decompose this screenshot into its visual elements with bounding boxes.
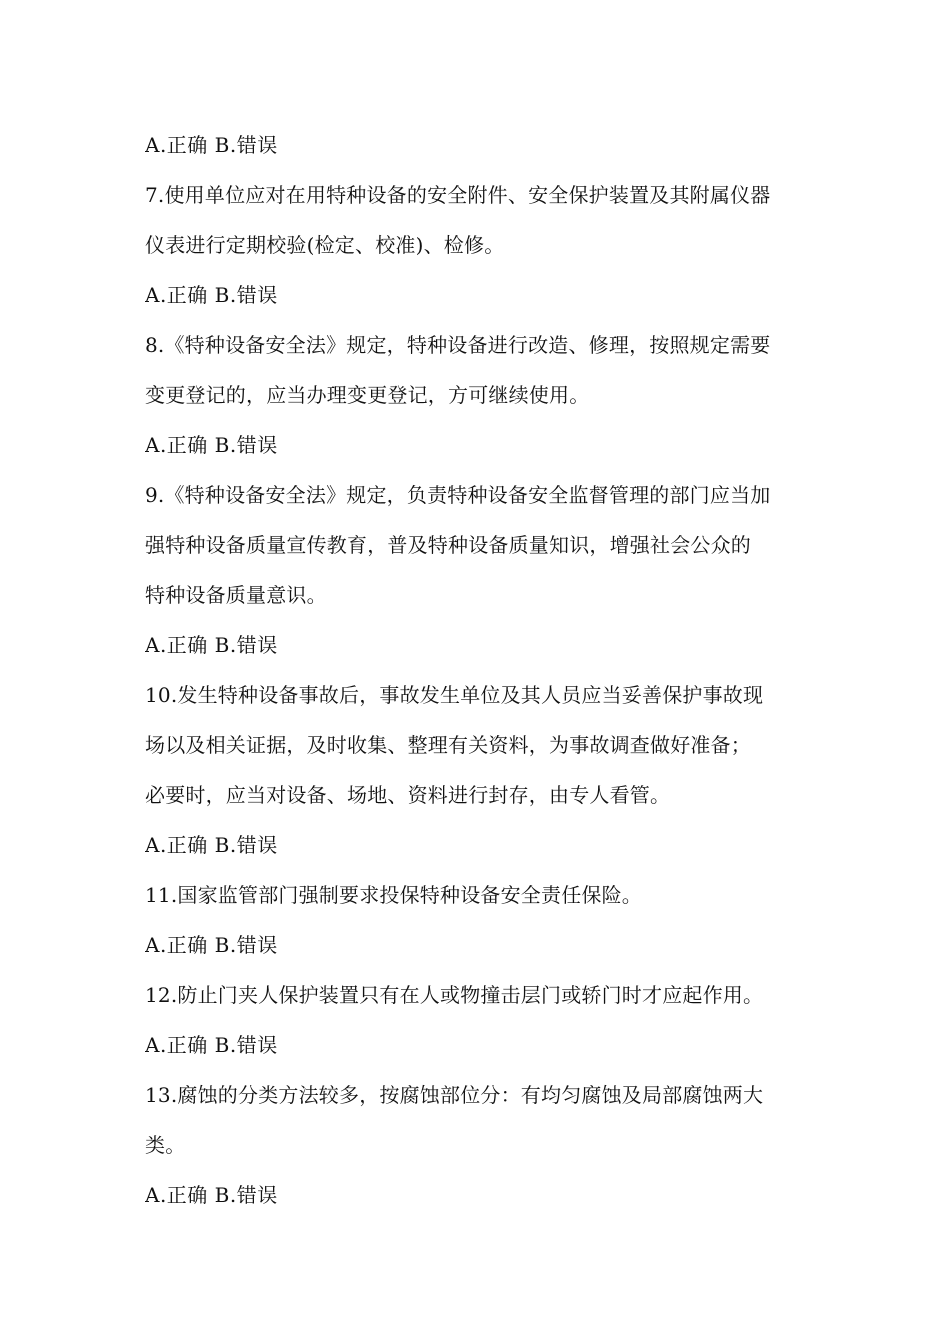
answer-options-line: A.正确 B.错误 xyxy=(145,933,278,957)
question-text-line: 特种设备质量意识。 xyxy=(145,583,327,607)
answer-options-line: A.正确 B.错误 xyxy=(145,633,278,657)
question-text-line: 必要时，应当对设备、场地、资料进行封存，由专人看管。 xyxy=(145,783,671,807)
question-text-line: 强特种设备质量宣传教育，普及特种设备质量知识，增强社会公众的 xyxy=(145,533,751,557)
question-text-line: 12.防止门夹人保护装置只有在人或物撞击层门或轿门时才应起作用。 xyxy=(145,983,764,1007)
question-text-line: 13.腐蚀的分类方法较多，按腐蚀部位分：有均匀腐蚀及局部腐蚀两大 xyxy=(145,1083,764,1107)
answer-options-line: A.正确 B.错误 xyxy=(145,833,278,857)
question-text-line: 场以及相关证据，及时收集、整理有关资料，为事故调查做好准备； xyxy=(145,733,751,757)
question-text-line: 9.《特种设备安全法》规定，负责特种设备安全监督管理的部门应当加 xyxy=(145,483,771,507)
answer-options-line: A.正确 B.错误 xyxy=(145,133,278,157)
question-text-line: 11.国家监管部门强制要求投保特种设备安全责任保险。 xyxy=(145,883,643,907)
answer-options-line: A.正确 B.错误 xyxy=(145,1033,278,1057)
answer-options-line: A.正确 B.错误 xyxy=(145,433,278,457)
question-text-line: 变更登记的，应当办理变更登记，方可继续使用。 xyxy=(145,383,590,407)
question-text-line: 8.《特种设备安全法》规定，特种设备进行改造、修理，按照规定需要 xyxy=(145,333,771,357)
question-text-line: 7.使用单位应对在用特种设备的安全附件、安全保护装置及其附属仪器 xyxy=(145,183,771,207)
answer-options-line: A.正确 B.错误 xyxy=(145,1183,278,1207)
document-page xyxy=(145,120,815,1220)
answer-options-line: A.正确 B.错误 xyxy=(145,283,278,307)
question-text-line: 仪表进行定期校验(检定、校准)、检修。 xyxy=(145,233,505,257)
question-text-line: 10.发生特种设备事故后，事故发生单位及其人员应当妥善保护事故现 xyxy=(145,683,764,707)
question-text-line: 类。 xyxy=(145,1133,186,1157)
